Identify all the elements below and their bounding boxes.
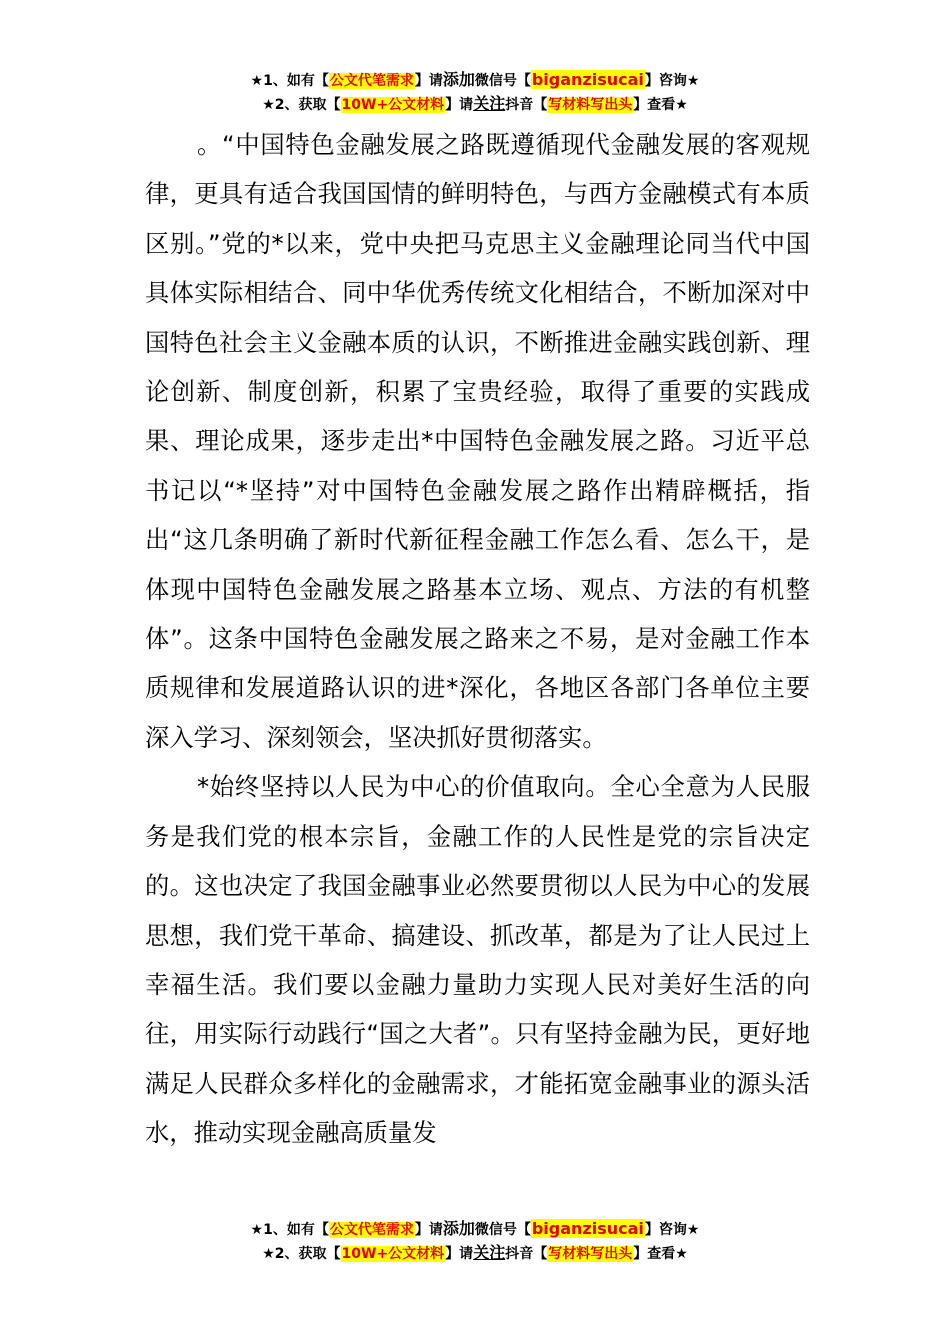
- highlight-materials: 10W+公文材料: [341, 97, 445, 113]
- banner-text: 1、如有【: [263, 1222, 329, 1238]
- banner-text: 】咨询: [644, 1222, 687, 1238]
- banner-line-2: [0, 1241, 950, 1265]
- highlight-douyin-account: 写材料写出头: [548, 97, 633, 113]
- banner-text: 】请: [414, 73, 443, 89]
- star-icon: ★: [262, 1246, 275, 1262]
- banner-text: 1、如有【: [263, 73, 329, 89]
- banner-text: 抖音【: [505, 97, 548, 113]
- star-icon: ★: [675, 97, 688, 113]
- banner-line-1: [0, 1217, 950, 1241]
- banner-text: 关注: [473, 94, 506, 113]
- banner-text: 添加: [442, 1219, 475, 1238]
- star-icon: ★: [250, 1222, 264, 1238]
- banner-text: 】查看: [633, 97, 676, 113]
- header-banner: [0, 68, 950, 116]
- banner-text: 2、获取【: [274, 97, 341, 113]
- star-icon: ★: [686, 1222, 700, 1238]
- document-body: [145, 120, 810, 1158]
- banner-text: 】咨询: [644, 73, 687, 89]
- banner-text: 】请: [445, 97, 474, 113]
- star-icon: ★: [686, 73, 700, 89]
- highlight-wechat-id: biganzisucai: [531, 70, 644, 89]
- banner-text: 】请: [445, 1246, 474, 1262]
- highlight-service: 公文代笔需求: [329, 1222, 414, 1238]
- banner-text: 】请: [414, 1222, 443, 1238]
- banner-text: 】查看: [633, 1246, 676, 1262]
- highlight-wechat-id: biganzisucai: [531, 1219, 644, 1238]
- banner-text: 关注: [473, 1243, 506, 1262]
- star-icon: ★: [250, 73, 264, 89]
- star-icon: ★: [262, 97, 275, 113]
- banner-line-1: [0, 68, 950, 92]
- paragraph-1: 。“中国特色金融发展之路既遵循现代金融发展的客观规律，更具有适合我国国情的鲜明特色，与西方金融模式有本质区别。”党的*以来，党中央把马克思主义金融理论同当代中国具体实际相结合、同中华优秀传统文化相结合，不断加深对中国特色社会主义金融本质的认识，不断推进金融实践创新、理论创新、制度创新，积累了宝贵经验，取得了重要的实践成果、理论成果，逐步走出*中国特色金融发展之路。习近平总书记以“*坚持”对中国特色金融发展之路作出精辟概括，指出“这几条明确了新时代新征程金融工作怎么看、怎么干，是体现中国特色金融发展之路基本立场、观点、方法的有机整体”。这条中国特色金融发展之路来之不易，是对金融工作本质规律和发展道路认识的进*深化，各地区各部门各单位主要深入学习、深刻领会，坚决抓好贯彻落实。: [145, 130, 810, 752]
- highlight-service: 公文代笔需求: [329, 73, 414, 89]
- highlight-douyin-account: 写材料写出头: [548, 1246, 633, 1262]
- banner-text: 微信号【: [474, 73, 531, 89]
- star-icon: ★: [675, 1246, 688, 1262]
- banner-text: 抖音【: [505, 1246, 548, 1262]
- highlight-materials: 10W+公文材料: [341, 1246, 445, 1262]
- banner-text: 2、获取【: [274, 1246, 341, 1262]
- banner-line-2: [0, 92, 950, 116]
- paragraph-2: *始终坚持以人民为中心的价值取向。全心全意为人民服务是我们党的根本宗旨，金融工作的人民性是党的宗旨决定的。这也决定了我国金融事业必然要贯彻以人民为中心的发展思想，我们党干革命、搞建设、抓改革，都是为了让人民过上幸福生活。我们要以金融力量助力实现人民对美好生活的向往，用实际行动践行“国之大者”。只有坚持金融为民，更好地满足人民群众多样化的金融需求，才能拓宽金融事业的源头活水，推动实现金融高质量发: [145, 772, 810, 1148]
- footer-banner: [0, 1217, 950, 1265]
- banner-text: 添加: [442, 70, 475, 89]
- banner-text: 微信号【: [474, 1222, 531, 1238]
